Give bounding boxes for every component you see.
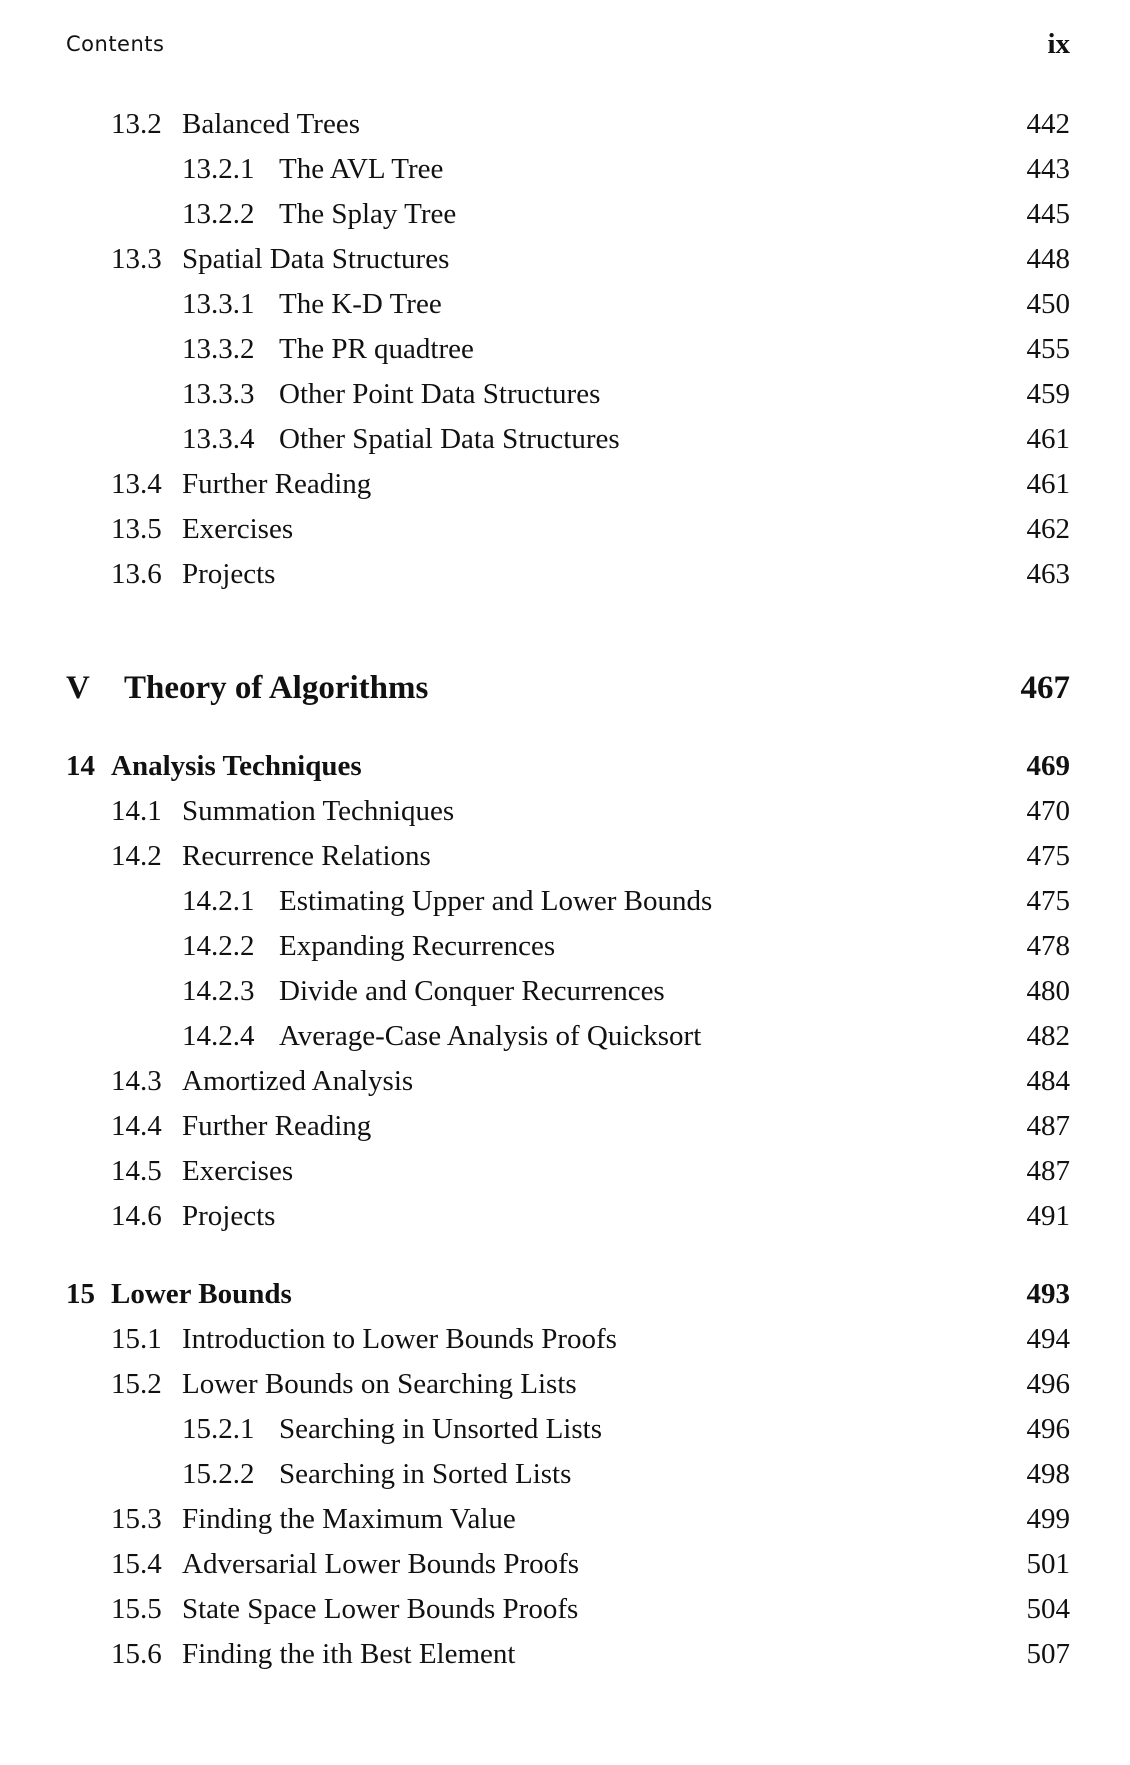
toc-subsection-14-2-4[interactable] — [66, 1016, 1070, 1056]
toc-number: 14.1 — [111, 795, 162, 827]
toc-number: 15.4 — [111, 1548, 162, 1580]
toc-number: 13.2.1 — [182, 153, 255, 185]
toc-page: 496 — [1026, 1413, 1070, 1445]
toc-section-13-3[interactable] — [66, 239, 1070, 279]
toc-title: Recurrence Relations — [182, 840, 431, 872]
toc-title: Projects — [182, 558, 276, 590]
toc-subsection-15-2-2[interactable] — [66, 1454, 1070, 1494]
toc-page: 463 — [1026, 558, 1070, 590]
toc-number: 14.2.4 — [182, 1020, 255, 1052]
toc-number: 13.3.1 — [182, 288, 255, 320]
toc-title: Exercises — [182, 513, 294, 545]
toc-title: Introduction to Lower Bounds Proofs — [182, 1323, 617, 1355]
toc-number: 13.3.3 — [182, 378, 255, 410]
toc-title: Other Spatial Data Structures — [279, 423, 620, 455]
toc-title: The PR quadtree — [279, 333, 474, 365]
toc-number: 14.6 — [111, 1200, 162, 1232]
toc-number: 15 — [66, 1278, 95, 1310]
toc-section-13-4[interactable] — [66, 464, 1070, 504]
toc-subsection-14-2-1[interactable] — [66, 881, 1070, 921]
toc-title: Searching in Sorted Lists — [279, 1458, 572, 1490]
toc-page: 507 — [1026, 1638, 1070, 1670]
toc-page: 448 — [1026, 243, 1070, 275]
toc-title: Exercises — [182, 1155, 294, 1187]
toc-page: 487 — [1026, 1155, 1070, 1187]
toc-number: 13.3.2 — [182, 333, 255, 365]
toc-page: 469 — [1026, 750, 1070, 782]
toc-section-15-1[interactable] — [66, 1319, 1070, 1359]
toc-title: Expanding Recurrences — [279, 930, 556, 962]
toc-chapter-14[interactable] — [66, 746, 1070, 786]
toc-title: The K-D Tree — [279, 288, 442, 320]
toc-number: 13.5 — [111, 513, 162, 545]
toc-number: 14.2.2 — [182, 930, 255, 962]
toc-section-15-5[interactable] — [66, 1589, 1070, 1629]
toc-subsection-15-2-1[interactable] — [66, 1409, 1070, 1449]
toc-number: 14.4 — [111, 1110, 162, 1142]
toc-section-15-3[interactable] — [66, 1499, 1070, 1539]
toc-section-13-5[interactable] — [66, 509, 1070, 549]
toc-page: 475 — [1026, 840, 1070, 872]
toc-subsection-13-3-2[interactable] — [66, 329, 1070, 369]
toc-title: The AVL Tree — [279, 153, 444, 185]
toc-title: Balanced Trees — [182, 108, 360, 140]
toc-page: 496 — [1026, 1368, 1070, 1400]
toc-number: 15.5 — [111, 1593, 162, 1625]
toc-page: 450 — [1026, 288, 1070, 320]
toc-subsection-13-2-1[interactable] — [66, 149, 1070, 189]
toc-title: Further Reading — [182, 468, 372, 500]
toc-page: 475 — [1026, 885, 1070, 917]
toc-number: 15.6 — [111, 1638, 162, 1670]
toc-section-14-4[interactable] — [66, 1106, 1070, 1146]
toc-section-14-6[interactable] — [66, 1196, 1070, 1236]
toc-title: Theory of Algorithms — [124, 670, 429, 706]
toc-title: Analysis Techniques — [111, 750, 362, 782]
toc-number: 13.2 — [111, 108, 162, 140]
toc-section-15-6[interactable] — [66, 1634, 1070, 1674]
toc-section-13-2[interactable] — [66, 104, 1070, 144]
toc-number: 14.5 — [111, 1155, 162, 1187]
toc-section-14-3[interactable] — [66, 1061, 1070, 1101]
toc-number: 15.1 — [111, 1323, 162, 1355]
toc-page: 501 — [1026, 1548, 1070, 1580]
toc-title: Further Reading — [182, 1110, 372, 1142]
toc-subsection-14-2-3[interactable] — [66, 971, 1070, 1011]
toc-page: 484 — [1026, 1065, 1070, 1097]
toc-page: 459 — [1026, 378, 1070, 410]
toc-page: 478 — [1026, 930, 1070, 962]
toc-title: Finding the ith Best Element — [182, 1638, 516, 1670]
toc-title: Finding the Maximum Value — [182, 1503, 516, 1535]
toc-section-14-5[interactable] — [66, 1151, 1070, 1191]
toc-number: 14.2.1 — [182, 885, 255, 917]
toc-number: 13.4 — [111, 468, 162, 500]
toc-title: Adversarial Lower Bounds Proofs — [182, 1548, 580, 1580]
toc-subsection-13-3-1[interactable] — [66, 284, 1070, 324]
toc-page: 498 — [1026, 1458, 1070, 1490]
toc-title: Divide and Conquer Recurrences — [279, 975, 665, 1007]
toc-title: Amortized Analysis — [182, 1065, 414, 1097]
toc-page: 443 — [1026, 153, 1070, 185]
toc-page: 461 — [1026, 468, 1070, 500]
toc-page: 487 — [1026, 1110, 1070, 1142]
toc-number: 14.2 — [111, 840, 162, 872]
toc-title: Projects — [182, 1200, 276, 1232]
toc-number: V — [66, 670, 90, 706]
toc-page: 467 — [1020, 670, 1070, 706]
toc-section-15-4[interactable] — [66, 1544, 1070, 1584]
toc-page: 493 — [1026, 1278, 1070, 1310]
toc-section-13-6[interactable] — [66, 554, 1070, 594]
toc-number: 14.3 — [111, 1065, 162, 1097]
toc-number: 14.2.3 — [182, 975, 255, 1007]
toc-chapter-15[interactable] — [66, 1274, 1070, 1314]
toc-page: 455 — [1026, 333, 1070, 365]
toc-title: State Space Lower Bounds Proofs — [182, 1593, 579, 1625]
toc-title: Searching in Unsorted Lists — [279, 1413, 602, 1445]
toc-section-15-2[interactable] — [66, 1364, 1070, 1404]
toc-page: 491 — [1026, 1200, 1070, 1232]
toc-page: 504 — [1026, 1593, 1070, 1625]
toc-number: 13.3 — [111, 243, 162, 275]
toc-number: 15.3 — [111, 1503, 162, 1535]
toc-page: 470 — [1026, 795, 1070, 827]
toc-title: Lower Bounds — [111, 1278, 292, 1310]
toc-title: Spatial Data Structures — [182, 243, 450, 275]
toc-number: 13.2.2 — [182, 198, 255, 230]
toc-subsection-13-3-3[interactable] — [66, 374, 1070, 414]
toc-section-14-2[interactable] — [66, 836, 1070, 876]
toc-subsection-13-2-2[interactable] — [66, 194, 1070, 234]
toc-page: 462 — [1026, 513, 1070, 545]
running-head — [66, 28, 1070, 60]
toc-number: 15.2 — [111, 1368, 162, 1400]
toc-number: 14 — [66, 750, 95, 782]
toc-section-14-1[interactable] — [66, 791, 1070, 831]
toc-page: 461 — [1026, 423, 1070, 455]
toc-title: Estimating Upper and Lower Bounds — [279, 885, 713, 917]
toc-title: The Splay Tree — [279, 198, 457, 230]
page-number: ix — [1047, 28, 1070, 60]
toc-title: Summation Techniques — [182, 795, 455, 827]
toc-page: 482 — [1026, 1020, 1070, 1052]
toc-page: 445 — [1026, 198, 1070, 230]
toc-subsection-13-3-4[interactable] — [66, 419, 1070, 459]
running-title: Contents — [66, 32, 165, 56]
toc-number: 13.3.4 — [182, 423, 255, 455]
toc-number: 13.6 — [111, 558, 162, 590]
toc-number: 15.2.1 — [182, 1413, 255, 1445]
toc-title: Lower Bounds on Searching Lists — [182, 1368, 577, 1400]
toc-page: 442 — [1026, 108, 1070, 140]
toc-page: 480 — [1026, 975, 1070, 1007]
toc-page: 499 — [1026, 1503, 1070, 1535]
toc-title: Average-Case Analysis of Quicksort — [279, 1020, 702, 1052]
toc-page: 494 — [1026, 1323, 1070, 1355]
toc-subsection-14-2-2[interactable] — [66, 926, 1070, 966]
toc-title: Other Point Data Structures — [279, 378, 601, 410]
toc-number: 15.2.2 — [182, 1458, 255, 1490]
toc-part-v[interactable] — [66, 668, 1070, 708]
